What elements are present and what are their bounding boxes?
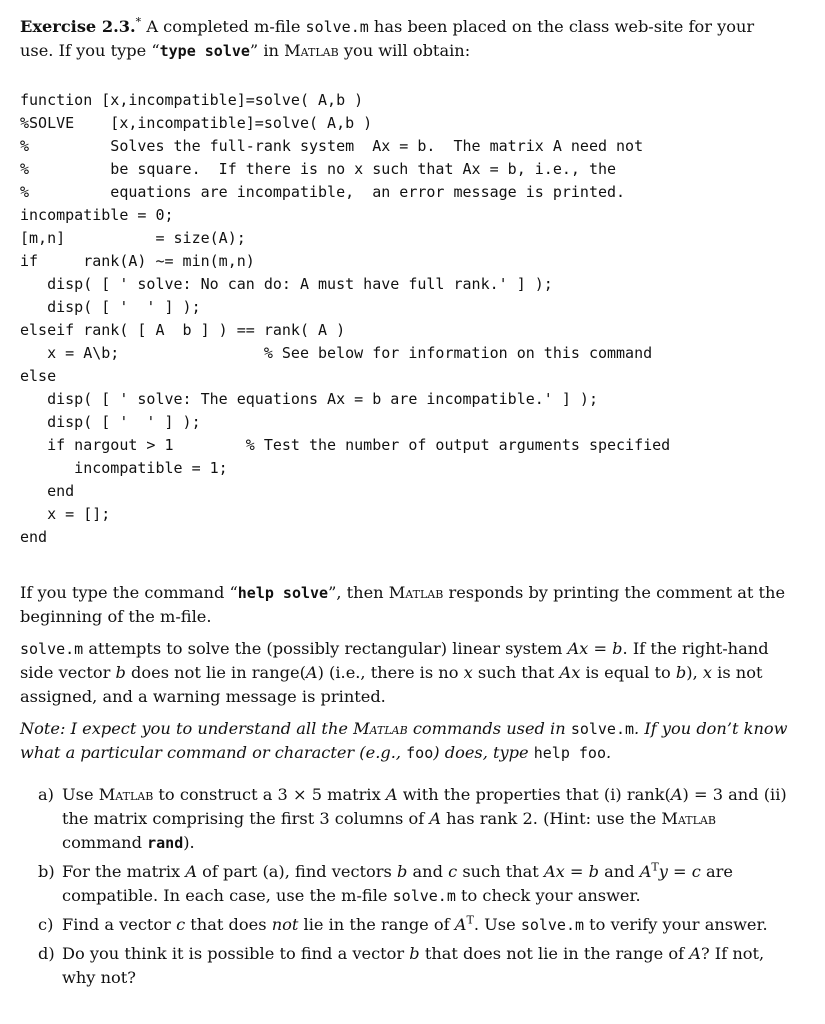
- part-text: ) = 3 and (ii) the matrix comprising the first 3 columns of: [62, 785, 787, 828]
- var-b: b: [675, 663, 687, 682]
- exercise-parts-list: [20, 783, 790, 990]
- file-name: solve.m: [305, 18, 369, 36]
- matlab-word: Matlab: [661, 809, 716, 828]
- solve-text: . If the right-hand side vector: [20, 639, 769, 682]
- var-x: x: [463, 663, 473, 682]
- solve-text: is not assigned, and a warning message is printed.: [20, 663, 763, 706]
- transpose-sup: T: [466, 913, 474, 927]
- part-text: that does not lie in the range of: [419, 944, 690, 963]
- help-command: help solve: [237, 584, 329, 602]
- type-command: type solve: [159, 42, 250, 60]
- part-label: c): [38, 915, 54, 934]
- var-A: A: [385, 785, 398, 804]
- var-b: b: [397, 862, 408, 881]
- solve-text: is equal to: [580, 663, 676, 682]
- part-text: and: [598, 862, 640, 881]
- note-text: Note: I expect you to understand all the: [20, 719, 354, 738]
- var-c: c: [448, 862, 458, 881]
- rand-command: rand: [147, 834, 184, 852]
- help-paragraph: [20, 581, 790, 629]
- note-text: ) does, type: [433, 743, 534, 762]
- matlab-word: Matlab: [284, 41, 339, 60]
- transpose-sup: T: [651, 860, 659, 874]
- equation: Ax = b: [543, 862, 599, 881]
- solve-text: attempts to solve the (possibly rectangular) linear system: [83, 639, 568, 658]
- matlab-word: Matlab: [98, 785, 154, 804]
- help-text: If you type the command “: [20, 583, 238, 602]
- help-text: responds by printing the comment at the beginning of the m-file.: [20, 583, 786, 626]
- part-text: Use: [62, 785, 99, 804]
- exercise-page: [20, 15, 790, 995]
- var-A: A: [305, 663, 318, 682]
- equation: y = c: [658, 862, 701, 881]
- part-text: to construct a 3 × 5 matrix: [153, 785, 386, 804]
- part-text: ).: [183, 833, 195, 852]
- part-text: Find a vector: [62, 915, 177, 934]
- intro-text: A completed m-file: [141, 17, 306, 36]
- part-text: command: [62, 833, 148, 852]
- part-text: ? If not, why not?: [62, 944, 765, 987]
- exercise-label: Exercise 2.3.: [20, 17, 136, 36]
- solve-text: ) (i.e., there is no: [317, 663, 464, 682]
- note-text: commands used in: [407, 719, 571, 738]
- part-text: has rank 2. (Hint: use the: [441, 809, 662, 828]
- matlab-word: Matlab: [353, 719, 408, 738]
- intro-text: ” in: [249, 41, 285, 60]
- matlab-word: Matlab: [388, 583, 444, 602]
- part-a: [20, 783, 790, 855]
- not-word: not: [271, 915, 299, 934]
- var-A: A: [454, 915, 467, 934]
- part-text: Do you think it is possible to find a vector: [62, 944, 410, 963]
- var-b: b: [409, 944, 420, 963]
- equation: Ax = b: [567, 639, 623, 658]
- exercise-intro: [20, 15, 790, 63]
- help-text: ”, then: [328, 583, 389, 602]
- part-text: . Use: [473, 915, 521, 934]
- part-text: to check your answer.: [455, 886, 641, 905]
- intro-text: you will obtain:: [338, 41, 471, 60]
- var-A: A: [689, 944, 701, 963]
- note-text: .: [605, 743, 612, 762]
- var-x: x: [702, 663, 712, 682]
- part-text: and: [407, 862, 449, 881]
- var-A: A: [639, 862, 652, 881]
- part-text: to verify your answer.: [584, 915, 768, 934]
- var-b: b: [115, 663, 126, 682]
- var-A: A: [185, 862, 198, 881]
- part-text: lie in the range of: [298, 915, 455, 934]
- part-label: a): [38, 785, 54, 804]
- matlab-code-listing: function [x,incompatible]=solve( A,b ) %SOLVE [x,incompatible]=solve( A,b ) % Solves the full-rank system Ax = b. The matrix A need not % be square. If there is no x such that Ax = b, i.e., the % equations are incompatible, an error message is printed. incompatible = 0; [m,n] = size(A); if rank(A) ~= min(m,n) disp( [ ' solve: No can do: A must have full rank.' ] ); disp( [ ' ' ] ); elseif rank( [ A b ] ) == rank( A ) x = A\b; % See below for information on this command else disp( [ ' solve: The equations Ax = b are incompatible.' ] ); disp( [ ' ' ] ); if nargout > 1 % Test the number of output arguments specified incompatible = 1; end x = []; end: [20, 91, 671, 546]
- file-name: solve.m: [20, 640, 84, 658]
- help-foo-command: help foo: [533, 744, 606, 762]
- part-text: For the matrix: [62, 862, 186, 881]
- exercise-star: *: [135, 15, 142, 29]
- part-label: b): [38, 862, 55, 881]
- part-text: are compatible. In each case, use the m-file: [62, 862, 733, 905]
- var-c: c: [176, 915, 186, 934]
- part-text: such that: [457, 862, 544, 881]
- foo-command: foo: [406, 744, 434, 762]
- intro-text: has been placed on the class web-site for your use. If you type “: [20, 17, 755, 60]
- part-text: with the properties that (i) rank(: [397, 785, 671, 804]
- solve-text: ),: [686, 663, 703, 682]
- note-text: . If you don’t know what a particular command or character (e.g.,: [20, 719, 788, 762]
- part-c: [20, 913, 790, 937]
- file-name: solve.m: [392, 887, 456, 905]
- note-paragraph: [20, 717, 790, 765]
- var-Ax: Ax: [559, 663, 581, 682]
- file-name: solve.m: [570, 720, 635, 738]
- part-text: that does: [185, 915, 272, 934]
- file-name: solve.m: [520, 916, 585, 934]
- part-d: [20, 942, 790, 990]
- solve-text: does not lie in range(: [125, 663, 306, 682]
- solve-text: such that: [472, 663, 560, 682]
- part-b: [20, 860, 790, 908]
- var-A: A: [429, 809, 442, 828]
- var-A: A: [670, 785, 683, 804]
- part-label: d): [38, 944, 55, 963]
- part-text: of part (a), find vectors: [197, 862, 397, 881]
- solve-paragraph: [20, 637, 790, 709]
